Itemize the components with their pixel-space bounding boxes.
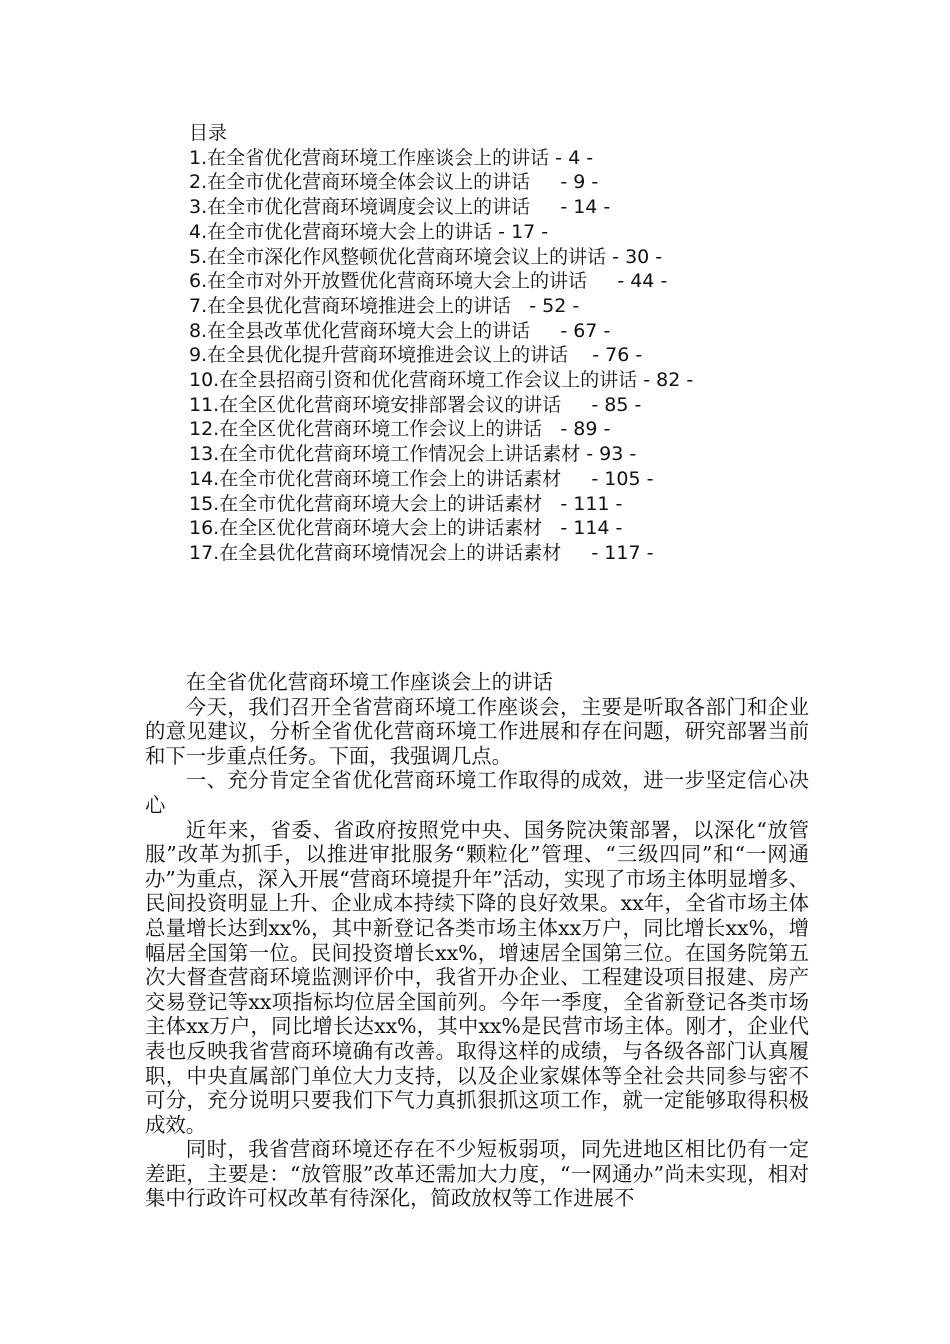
toc-item[interactable]: 1.在全省优化营商环境工作座谈会上的讲话 - 4 - <box>189 146 594 169</box>
article-body <box>145 670 809 1211</box>
toc-item[interactable]: 8.在全县改革优化营商环境大会上的讲话 - 67 - <box>189 319 611 342</box>
toc-item[interactable]: 10.在全县招商引资和优化营商环境工作会议上的讲话 - 82 - <box>189 369 694 392</box>
toc-item[interactable]: 5.在全市深化作风整顿优化营商环境会议上的讲话 - 30 - <box>189 245 663 268</box>
table-of-contents <box>189 121 829 566</box>
toc-item[interactable]: 12.在全区优化营商环境工作会议上的讲话 - 89 - <box>189 418 611 441</box>
toc-item[interactable]: 13.在全市优化营商环境工作情况会上讲话素材 - 93 - <box>189 443 637 466</box>
toc-item[interactable]: 14.在全市优化营商环境工作会上的讲话素材 - 105 - <box>189 467 654 490</box>
article-paragraph: 近年来，省委、省政府按照党中央、国务院决策部署，以深化“放管服”改革为抓手，以推进审批服务“颗粒化”管理、“三级四同”和“一网通办”为重点，深入开展“营商环境提升年”活动，实现了市场主体明显增多、民间投资明显上升、企业成本持续下降的良好效果。xx年，全省市场主体总量增长达到xx%，其中新登记各类市场主体xx万户，同比增长xx%，增幅居全国第一位。民间投资增长xx%，增速居全国第三位。在国务院第五次大督查营商环境监测评价中，我省开办企业、工程建设项目报建、房产交易登记等xx项指标均位居全国前列。今年一季度，全省新登记各类市场主体xx万户，同比增长达xx%，其中xx%是民营市场主体。刚才，企业代表也反映我省营商环境确有改善。取得这样的成绩，与各级各部门认真履职，中央直属部门单位大力支持，以及企业家媒体等全社会共同参与密不可分，充分说明只要我们下气力真抓狠抓这项工作，就一定能够取得积极成效。 <box>145 817 809 1137</box>
toc-item[interactable]: 9.在全县优化提升营商环境推进会议上的讲话 - 76 - <box>189 344 643 367</box>
toc-item[interactable]: 11.在全区优化营商环境安排部署会议的讲话 - 85 - <box>189 393 642 416</box>
article-paragraph: 今天，我们召开全省营商环境工作座谈会，主要是听取各部门和企业的意见建议，分析全省优化营商环境工作进展和存在问题，研究部署当前和下一步重点任务。下面，我强调几点。 <box>145 694 809 768</box>
toc-item[interactable]: 7.在全县优化营商环境推进会上的讲话 - 52 - <box>189 294 580 317</box>
toc-item[interactable]: 15.在全市优化营商环境大会上的讲话素材 - 111 - <box>189 492 623 515</box>
toc-item[interactable]: 17.在全县优化营商环境情况会上的讲话素材 - 117 - <box>189 541 654 564</box>
toc-item[interactable]: 2.在全市优化营商环境全体会议上的讲话 - 9 - <box>189 171 599 194</box>
article-title: 在全省优化营商环境工作座谈会上的讲话 <box>185 670 553 694</box>
toc-item[interactable]: 6.在全市对外开放暨优化营商环境大会上的讲话 - 44 - <box>189 270 668 293</box>
article-section-heading: 一、充分肯定全省优化营商环境工作取得的成效，进一步坚定信心决心 <box>145 768 809 817</box>
toc-item[interactable]: 4.在全市优化营商环境大会上的讲话 - 17 - <box>189 220 549 243</box>
toc-title: 目录 <box>189 122 228 144</box>
toc-item[interactable]: 16.在全区优化营商环境大会上的讲话素材 - 114 - <box>189 517 623 540</box>
article-paragraph: 同时，我省营商环境还存在不少短板弱项，同先进地区相比仍有一定差距，主要是：“放管服”改革还需加大力度，“一网通办”尚未实现，相对集中行政许可权改革有待深化，简政放权等工作进展不 <box>145 1137 809 1211</box>
toc-item[interactable]: 3.在全市优化营商环境调度会议上的讲话 - 14 - <box>189 196 611 219</box>
